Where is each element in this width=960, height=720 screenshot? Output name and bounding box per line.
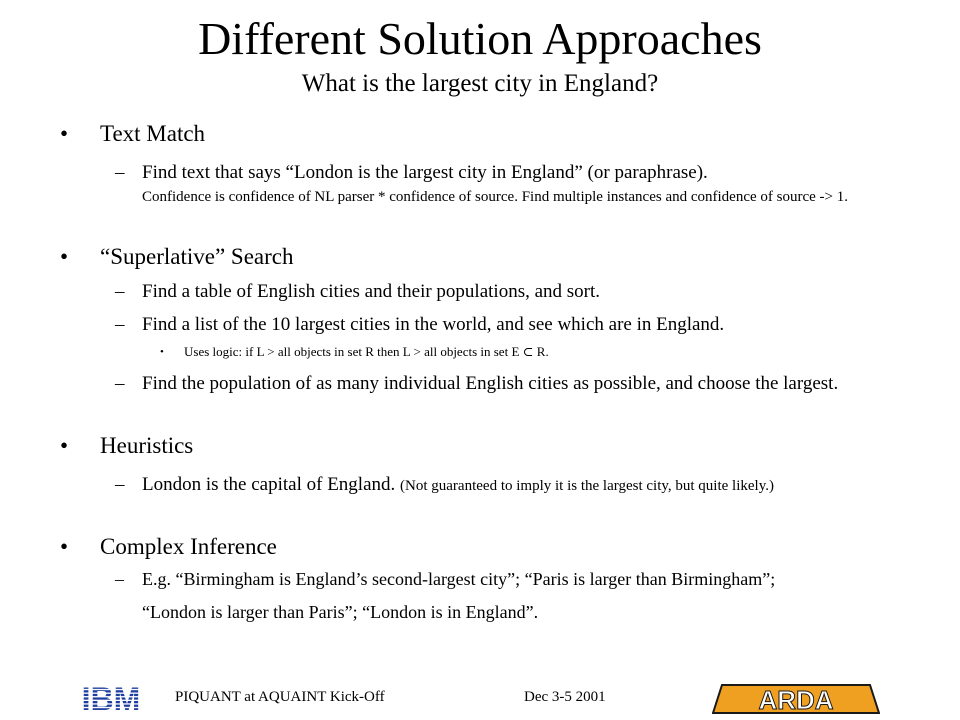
bullet-marker: • <box>60 534 69 559</box>
dash-marker: – <box>115 281 125 302</box>
svg-text:ARDA: ARDA <box>758 685 834 714</box>
dash-marker: – <box>115 569 124 589</box>
sub-item-text: Find a table of English cities and their populations, and sort. <box>142 281 601 302</box>
sub-item-note: Confidence is confidence of NL parser * confidence of source. Find multiple instances and confidence of source -> 1. <box>142 189 848 205</box>
arda-logo <box>712 684 880 714</box>
slide-subtitle: What is the largest city in England? <box>301 70 659 97</box>
sub-item-heuristics-1 <box>115 473 915 497</box>
sub-item-complex-1-cont <box>115 601 915 624</box>
ibm-logo <box>70 683 152 713</box>
sub-item-text: E.g. “Birmingham is England’s second-largest city”; “Paris is larger than Birmingham”; <box>142 569 776 589</box>
bullet-marker: • <box>160 346 164 358</box>
dash-marker: – <box>115 373 125 394</box>
sub-item-superlative-2 <box>115 313 915 336</box>
footer-date: Dec 3-5 2001 <box>524 689 606 705</box>
sub-item-text: Find a list of the 10 largest cities in the world, and see which are in England. <box>142 314 725 335</box>
sub-item-text-match-1 <box>115 161 915 208</box>
dash-marker: – <box>115 314 125 335</box>
sub-item-superlative-3 <box>115 372 915 395</box>
sub-sub-item-text: Uses logic: if L > all objects in set R then L > all objects in set E ⊂ R. <box>184 344 549 359</box>
sub-item-text: London is the capital of England. <box>142 474 396 495</box>
bullet-heading: “Superlative” Search <box>100 244 294 269</box>
sub-item-superlative-1 <box>115 280 915 303</box>
sub-item-note: (Not guaranteed to imply it is the largest city, but quite likely.) <box>400 478 774 494</box>
dash-marker: – <box>115 474 125 495</box>
sub-item-complex-1 <box>115 568 915 591</box>
bullet-heading: Complex Inference <box>100 534 277 559</box>
bullet-marker: • <box>60 121 69 146</box>
sub-item-text: Find text that says “London is the largest city in England” (or paraphrase). <box>142 162 708 183</box>
slide-title: Different Solution Approaches <box>198 13 762 64</box>
sub-item-text: Find the population of as many individual English cities as possible, and choose the largest. <box>142 373 839 394</box>
bullet-marker: • <box>60 244 69 269</box>
bullet-heading: Text Match <box>100 121 206 146</box>
footer-event-name: PIQUANT at AQUAINT Kick-Off <box>175 689 385 705</box>
sub-item-text: “London is larger than Paris”; “London is in England”. <box>142 602 539 622</box>
dash-marker: – <box>115 162 125 183</box>
bullet-heading: Heuristics <box>100 433 194 458</box>
bullet-marker: • <box>60 433 69 458</box>
